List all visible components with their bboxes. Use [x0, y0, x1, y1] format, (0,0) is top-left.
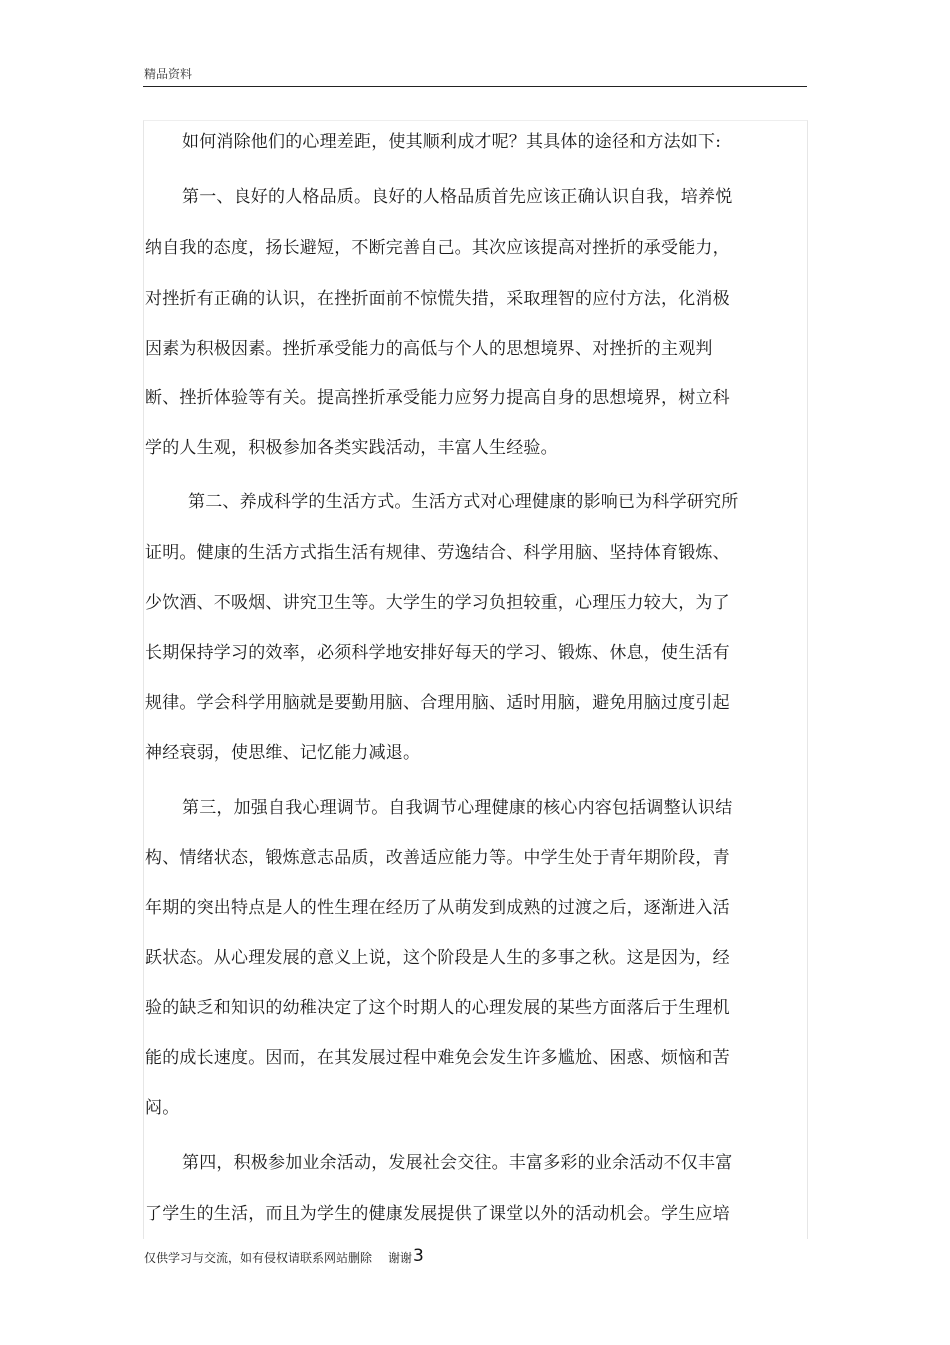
footer-thanks: 谢谢 — [388, 1251, 413, 1265]
paragraph-3-line: 第三，加强自我心理调节。自我调节心理健康的核心内容包括调整认识结 — [182, 798, 733, 818]
paragraph-4-line: 第四，积极参加业余活动，发展社会交往。丰富多彩的业余活动不仅丰富 — [182, 1153, 733, 1173]
paragraph-1-line: 断、挫折体验等有关。提高挫折承受能力应努力提高自身的思想境界，树立科 — [145, 388, 730, 408]
paragraph-1-line: 因素为积极因素。挫折承受能力的高低与个人的思想境界、对挫折的主观判 — [145, 339, 713, 359]
paragraph-3-line: 闷。 — [145, 1098, 180, 1118]
paragraph-3-line: 验的缺乏和知识的幼稚决定了这个时期人的心理发展的某些方面落后于生理机 — [145, 998, 730, 1018]
paragraph-3-line: 构、情绪状态，锻炼意志品质，改善适应能力等。中学生处于青年期阶段，青 — [145, 848, 730, 868]
paragraph-1-line: 第一、良好的人格品质。良好的人格品质首先应该正确认识自我，培养悦 — [182, 187, 733, 207]
paragraph-2-line: 长期保持学习的效率，必须科学地安排好每天的学习、锻炼、休息，使生活有 — [145, 643, 730, 663]
paragraph-2-line: 少饮酒、不吸烟、讲究卫生等。大学生的学习负担较重，心理压力较大，为了 — [145, 593, 730, 613]
paragraph-2-line: 证明。健康的生活方式指生活有规律、劳逸结合、科学用脑、坚持体育锻炼、 — [145, 543, 730, 563]
intro-paragraph: 如何消除他们的心理差距，使其顺利成才呢？其具体的途径和方法如下: — [182, 132, 722, 152]
header-divider — [143, 86, 807, 87]
paragraph-4-line: 了学生的生活，而且为学生的健康发展提供了课堂以外的活动机会。学生应培 — [145, 1204, 730, 1224]
header-label: 精品资料 — [144, 67, 193, 81]
page-number: 3 — [413, 1246, 424, 1266]
paragraph-3-line: 跃状态。从心理发展的意义上说，这个阶段是人生的多事之秋。这是因为，经 — [145, 948, 730, 968]
paragraph-1-line: 对挫折有正确的认识，在挫折面前不惊慌失措，采取理智的应付方法，化消极 — [145, 289, 730, 309]
paragraph-3-line: 年期的突出特点是人的性生理在经历了从萌发到成熟的过渡之后，逐渐进入活 — [145, 898, 730, 918]
paragraph-2-line: 第二、养成科学的生活方式。生活方式对心理健康的影响已为科学研究所 — [188, 492, 739, 512]
paragraph-3-line: 能的成长速度。因而，在其发展过程中难免会发生许多尴尬、困惑、烦恼和苦 — [145, 1048, 730, 1068]
footer-disclaimer: 仅供学习与交流，如有侵权请联系网站删除 — [144, 1251, 373, 1265]
paragraph-1-line: 纳自我的态度，扬长避短，不断完善自己。其次应该提高对挫折的承受能力， — [145, 238, 730, 258]
paragraph-2-line: 神经衰弱，使思维、记忆能力减退。 — [145, 743, 421, 763]
paragraph-2-line: 规律。学会科学用脑就是要勤用脑、合理用脑、适时用脑，避免用脑过度引起 — [145, 693, 730, 713]
paragraph-1-line: 学的人生观，积极参加各类实践活动，丰富人生经验。 — [145, 438, 558, 458]
